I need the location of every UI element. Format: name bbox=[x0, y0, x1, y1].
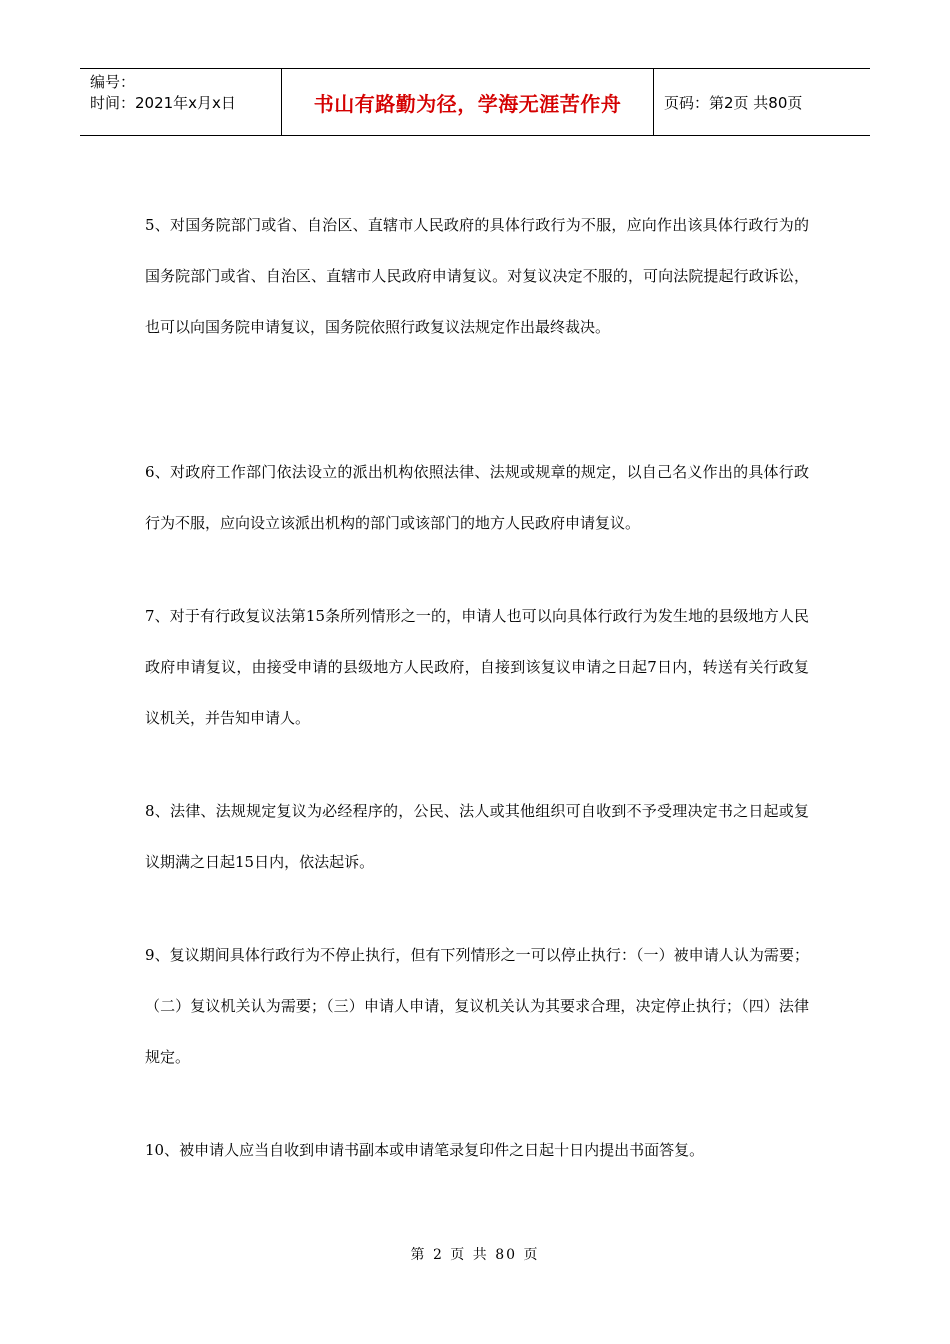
header-meta bbox=[80, 69, 282, 135]
document-time-label: 时间：2021年x月x日 bbox=[90, 94, 236, 112]
document-number-label: 编号： bbox=[90, 73, 136, 91]
paragraph-9: 9、复议期间具体行政行为不停止执行，但有下列情形之一可以停止执行：（一）被申请人认为需要；（二）复议机关认为需要；（三）申请人申请，复议机关认为其要求合理，决定停止执行；（四）法律规定。 bbox=[145, 946, 809, 1066]
header-page-number: 页码：第2页 共80页 bbox=[664, 93, 803, 112]
page-footer: 第 2 页 共 80 页 bbox=[410, 1247, 540, 1263]
document-body bbox=[145, 200, 809, 1176]
paragraph-10: 10、被申请人应当自收到申请书副本或申请笔录复印件之日起十日内提出书面答复。 bbox=[145, 1141, 705, 1159]
paragraph-7: 7、对于有行政复议法第15条所列情形之一的，申请人也可以向具体行政行为发生地的县级地方人民政府申请复议，由接受申请的县级地方人民政府，自接到该复议申请之日起7日内，转送有关行政复议机关，并告知申请人。 bbox=[145, 607, 809, 727]
paragraph-5: 5、对国务院部门或省、自治区、直辖市人民政府的具体行政行为不服，应向作出该具体行政行为的国务院部门或省、自治区、直辖市人民政府申请复议。对复议决定不服的，可向法院提起行政诉讼，也可以向国务院申请复议，国务院依照行政复议法规定作出最终裁决。 bbox=[145, 216, 809, 336]
paragraph-8: 8、法律、法规规定复议为必经程序的，公民、法人或其他组织可自收到不予受理决定书之日起或复议期满之日起15日内，依法起诉。 bbox=[145, 802, 809, 871]
header-motto: 书山有路勤为径，学海无涯苦作舟 bbox=[282, 69, 654, 135]
page-header bbox=[80, 68, 870, 136]
paragraph-6: 6、对政府工作部门依法设立的派出机构依照法律、法规或规章的规定，以自己名义作出的具体行政行为不服，应向设立该派出机构的部门或该部门的地方人民政府申请复议。 bbox=[145, 463, 809, 532]
